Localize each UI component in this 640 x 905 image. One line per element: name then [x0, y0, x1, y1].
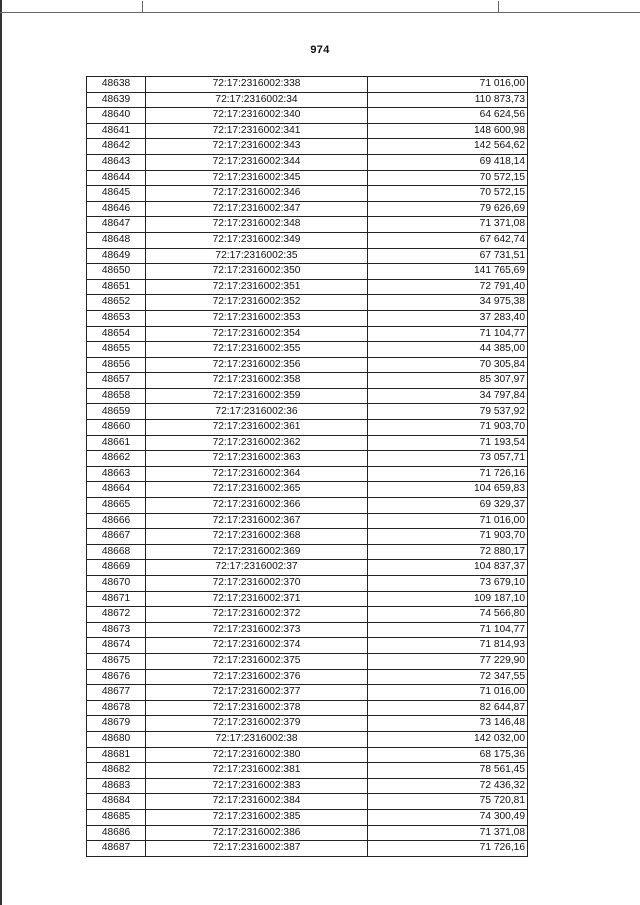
cadastral-number-cell: 72:17:2316002:352: [146, 295, 368, 311]
table-row: [87, 373, 528, 389]
table-row: [87, 108, 528, 124]
row-number-cell: 48652: [87, 295, 146, 311]
row-number-cell: 48656: [87, 357, 146, 373]
row-number-cell: 48673: [87, 622, 146, 638]
cadastral-number-cell: 72:17:2316002:345: [146, 170, 368, 186]
table-row: [87, 747, 528, 763]
row-number-cell: 48672: [87, 607, 146, 623]
table-row: [87, 357, 528, 373]
value-cell: 73 679,10: [368, 576, 528, 592]
cadastral-number-cell: 72:17:2316002:349: [146, 232, 368, 248]
row-number-cell: 48662: [87, 451, 146, 467]
row-number-cell: 48660: [87, 420, 146, 436]
table-row: [87, 466, 528, 482]
row-number-cell: 48676: [87, 669, 146, 685]
row-number-cell: 48671: [87, 591, 146, 607]
table-row: [87, 170, 528, 186]
cadastral-number-cell: 72:17:2316002:371: [146, 591, 368, 607]
value-cell: 71 016,00: [368, 513, 528, 529]
value-cell: 71 104,77: [368, 326, 528, 342]
row-number-cell: 48669: [87, 560, 146, 576]
value-cell: 72 347,55: [368, 669, 528, 685]
value-cell: 70 305,84: [368, 357, 528, 373]
cadastral-number-cell: 72:17:2316002:384: [146, 794, 368, 810]
value-cell: 142 564,62: [368, 139, 528, 155]
table-row: [87, 201, 528, 217]
value-cell: 79 537,92: [368, 404, 528, 420]
cadastral-number-cell: 72:17:2316002:348: [146, 217, 368, 233]
row-number-cell: 48674: [87, 638, 146, 654]
row-number-cell: 48658: [87, 388, 146, 404]
value-cell: 72 880,17: [368, 544, 528, 560]
cadastral-number-cell: 72:17:2316002:378: [146, 700, 368, 716]
row-number-cell: 48644: [87, 170, 146, 186]
cadastral-number-cell: 72:17:2316002:362: [146, 435, 368, 451]
table-row: [87, 685, 528, 701]
value-cell: 85 307,97: [368, 373, 528, 389]
row-number-cell: 48668: [87, 544, 146, 560]
value-cell: 71 371,08: [368, 825, 528, 841]
table-row: [87, 716, 528, 732]
cadastral-number-cell: 72:17:2316002:377: [146, 685, 368, 701]
value-cell: 71 016,00: [368, 77, 528, 93]
row-number-cell: 48659: [87, 404, 146, 420]
value-cell: 75 720,81: [368, 794, 528, 810]
cadastral-number-cell: 72:17:2316002:370: [146, 576, 368, 592]
row-number-cell: 48645: [87, 186, 146, 202]
cadastral-number-cell: 72:17:2316002:344: [146, 154, 368, 170]
value-cell: 44 385,00: [368, 342, 528, 358]
value-cell: 70 572,15: [368, 170, 528, 186]
value-cell: 74 566,80: [368, 607, 528, 623]
table-row: [87, 544, 528, 560]
table-row: [87, 420, 528, 436]
row-number-cell: 48655: [87, 342, 146, 358]
page-top-rule: [0, 12, 640, 13]
page-number: 974: [310, 44, 330, 56]
registry-table: [86, 76, 528, 857]
cadastral-number-cell: 72:17:2316002:365: [146, 482, 368, 498]
row-number-cell: 48682: [87, 763, 146, 779]
cadastral-number-cell: 72:17:2316002:35: [146, 248, 368, 264]
cadastral-number-cell: 72:17:2316002:379: [146, 716, 368, 732]
cadastral-number-cell: 72:17:2316002:347: [146, 201, 368, 217]
value-cell: 69 329,37: [368, 498, 528, 514]
value-cell: 79 626,69: [368, 201, 528, 217]
cadastral-number-cell: 72:17:2316002:363: [146, 451, 368, 467]
value-cell: 72 791,40: [368, 279, 528, 295]
cadastral-number-cell: 72:17:2316002:361: [146, 420, 368, 436]
row-number-cell: 48640: [87, 108, 146, 124]
cadastral-number-cell: 72:17:2316002:368: [146, 529, 368, 545]
row-number-cell: 48661: [87, 435, 146, 451]
value-cell: 71 016,00: [368, 685, 528, 701]
registry-table-body: [87, 77, 528, 857]
value-cell: 141 765,69: [368, 264, 528, 280]
row-number-cell: 48650: [87, 264, 146, 280]
row-number-cell: 48664: [87, 482, 146, 498]
table-row: [87, 794, 528, 810]
row-number-cell: 48679: [87, 716, 146, 732]
row-number-cell: 48686: [87, 825, 146, 841]
table-row: [87, 591, 528, 607]
table-row: [87, 778, 528, 794]
top-rule-tick: [142, 1, 143, 13]
table-row: [87, 232, 528, 248]
table-row: [87, 123, 528, 139]
table-row: [87, 326, 528, 342]
value-cell: 73 057,71: [368, 451, 528, 467]
cadastral-number-cell: 72:17:2316002:359: [146, 388, 368, 404]
row-number-cell: 48677: [87, 685, 146, 701]
value-cell: 70 572,15: [368, 186, 528, 202]
row-number-cell: 48643: [87, 154, 146, 170]
value-cell: 37 283,40: [368, 310, 528, 326]
table-row: [87, 576, 528, 592]
cadastral-number-cell: 72:17:2316002:351: [146, 279, 368, 295]
cadastral-number-cell: 72:17:2316002:340: [146, 108, 368, 124]
row-number-cell: 48649: [87, 248, 146, 264]
table-row: [87, 825, 528, 841]
cadastral-number-cell: 72:17:2316002:37: [146, 560, 368, 576]
cadastral-number-cell: 72:17:2316002:374: [146, 638, 368, 654]
value-cell: 148 600,98: [368, 123, 528, 139]
table-row: [87, 482, 528, 498]
value-cell: 73 146,48: [368, 716, 528, 732]
table-row: [87, 310, 528, 326]
table-row: [87, 731, 528, 747]
row-number-cell: 48654: [87, 326, 146, 342]
row-number-cell: 48651: [87, 279, 146, 295]
table-row: [87, 77, 528, 93]
cadastral-number-cell: 72:17:2316002:38: [146, 731, 368, 747]
table-row: [87, 248, 528, 264]
row-number-cell: 48665: [87, 498, 146, 514]
value-cell: 34 797,84: [368, 388, 528, 404]
table-row: [87, 700, 528, 716]
value-cell: 71 726,16: [368, 466, 528, 482]
cadastral-number-cell: 72:17:2316002:376: [146, 669, 368, 685]
value-cell: 64 624,56: [368, 108, 528, 124]
table-row: [87, 607, 528, 623]
top-rule-tick: [498, 1, 499, 13]
table-row: [87, 809, 528, 825]
row-number-cell: 48642: [87, 139, 146, 155]
table-row: [87, 342, 528, 358]
table-row: [87, 186, 528, 202]
value-cell: 72 436,32: [368, 778, 528, 794]
table-row: [87, 529, 528, 545]
row-number-cell: 48647: [87, 217, 146, 233]
row-number-cell: 48678: [87, 700, 146, 716]
value-cell: 71 903,70: [368, 529, 528, 545]
row-number-cell: 48663: [87, 466, 146, 482]
value-cell: 78 561,45: [368, 763, 528, 779]
value-cell: 68 175,36: [368, 747, 528, 763]
value-cell: 104 659,83: [368, 482, 528, 498]
row-number-cell: 48675: [87, 653, 146, 669]
row-number-cell: 48646: [87, 201, 146, 217]
cadastral-number-cell: 72:17:2316002:358: [146, 373, 368, 389]
table-row: [87, 217, 528, 233]
table-row: [87, 498, 528, 514]
row-number-cell: 48638: [87, 77, 146, 93]
table-row: [87, 638, 528, 654]
table-row: [87, 669, 528, 685]
cadastral-number-cell: 72:17:2316002:369: [146, 544, 368, 560]
value-cell: 82 644,87: [368, 700, 528, 716]
value-cell: 142 032,00: [368, 731, 528, 747]
cadastral-number-cell: 72:17:2316002:375: [146, 653, 368, 669]
table-row: [87, 92, 528, 108]
cadastral-number-cell: 72:17:2316002:366: [146, 498, 368, 514]
table-row: [87, 513, 528, 529]
table-row: [87, 295, 528, 311]
cadastral-number-cell: 72:17:2316002:385: [146, 809, 368, 825]
table-row: [87, 451, 528, 467]
cadastral-number-cell: 72:17:2316002:372: [146, 607, 368, 623]
row-number-cell: 48687: [87, 841, 146, 857]
value-cell: 67 731,51: [368, 248, 528, 264]
cadastral-number-cell: 72:17:2316002:387: [146, 841, 368, 857]
value-cell: 71 726,16: [368, 841, 528, 857]
page-left-edge: [0, 0, 2, 905]
row-number-cell: 48680: [87, 731, 146, 747]
cadastral-number-cell: 72:17:2316002:354: [146, 326, 368, 342]
cadastral-number-cell: 72:17:2316002:36: [146, 404, 368, 420]
value-cell: 34 975,38: [368, 295, 528, 311]
value-cell: 74 300,49: [368, 809, 528, 825]
cadastral-number-cell: 72:17:2316002:386: [146, 825, 368, 841]
cadastral-number-cell: 72:17:2316002:346: [146, 186, 368, 202]
table-row: [87, 139, 528, 155]
row-number-cell: 48639: [87, 92, 146, 108]
row-number-cell: 48653: [87, 310, 146, 326]
table-row: [87, 154, 528, 170]
value-cell: 67 642,74: [368, 232, 528, 248]
cadastral-number-cell: 72:17:2316002:338: [146, 77, 368, 93]
row-number-cell: 48657: [87, 373, 146, 389]
cadastral-number-cell: 72:17:2316002:350: [146, 264, 368, 280]
value-cell: 71 371,08: [368, 217, 528, 233]
row-number-cell: 48648: [87, 232, 146, 248]
cadastral-number-cell: 72:17:2316002:353: [146, 310, 368, 326]
row-number-cell: 48641: [87, 123, 146, 139]
cadastral-number-cell: 72:17:2316002:364: [146, 466, 368, 482]
table-row: [87, 653, 528, 669]
cadastral-number-cell: 72:17:2316002:380: [146, 747, 368, 763]
cadastral-number-cell: 72:17:2316002:341: [146, 123, 368, 139]
table-row: [87, 279, 528, 295]
table-row: [87, 622, 528, 638]
value-cell: 71 814,93: [368, 638, 528, 654]
table-row: [87, 264, 528, 280]
value-cell: 109 187,10: [368, 591, 528, 607]
row-number-cell: 48683: [87, 778, 146, 794]
cadastral-number-cell: 72:17:2316002:383: [146, 778, 368, 794]
row-number-cell: 48667: [87, 529, 146, 545]
table-row: [87, 388, 528, 404]
cadastral-number-cell: 72:17:2316002:356: [146, 357, 368, 373]
cadastral-number-cell: 72:17:2316002:343: [146, 139, 368, 155]
table-row: [87, 763, 528, 779]
value-cell: 69 418,14: [368, 154, 528, 170]
value-cell: 110 873,73: [368, 92, 528, 108]
row-number-cell: 48670: [87, 576, 146, 592]
row-number-cell: 48681: [87, 747, 146, 763]
cadastral-number-cell: 72:17:2316002:355: [146, 342, 368, 358]
value-cell: 77 229,90: [368, 653, 528, 669]
value-cell: 71 104,77: [368, 622, 528, 638]
row-number-cell: 48666: [87, 513, 146, 529]
table-row: [87, 560, 528, 576]
row-number-cell: 48685: [87, 809, 146, 825]
value-cell: 71 193,54: [368, 435, 528, 451]
cadastral-number-cell: 72:17:2316002:373: [146, 622, 368, 638]
table-row: [87, 404, 528, 420]
value-cell: 104 837,37: [368, 560, 528, 576]
table-row: [87, 435, 528, 451]
value-cell: 71 903,70: [368, 420, 528, 436]
row-number-cell: 48684: [87, 794, 146, 810]
table-row: [87, 841, 528, 857]
cadastral-number-cell: 72:17:2316002:34: [146, 92, 368, 108]
cadastral-number-cell: 72:17:2316002:367: [146, 513, 368, 529]
cadastral-number-cell: 72:17:2316002:381: [146, 763, 368, 779]
